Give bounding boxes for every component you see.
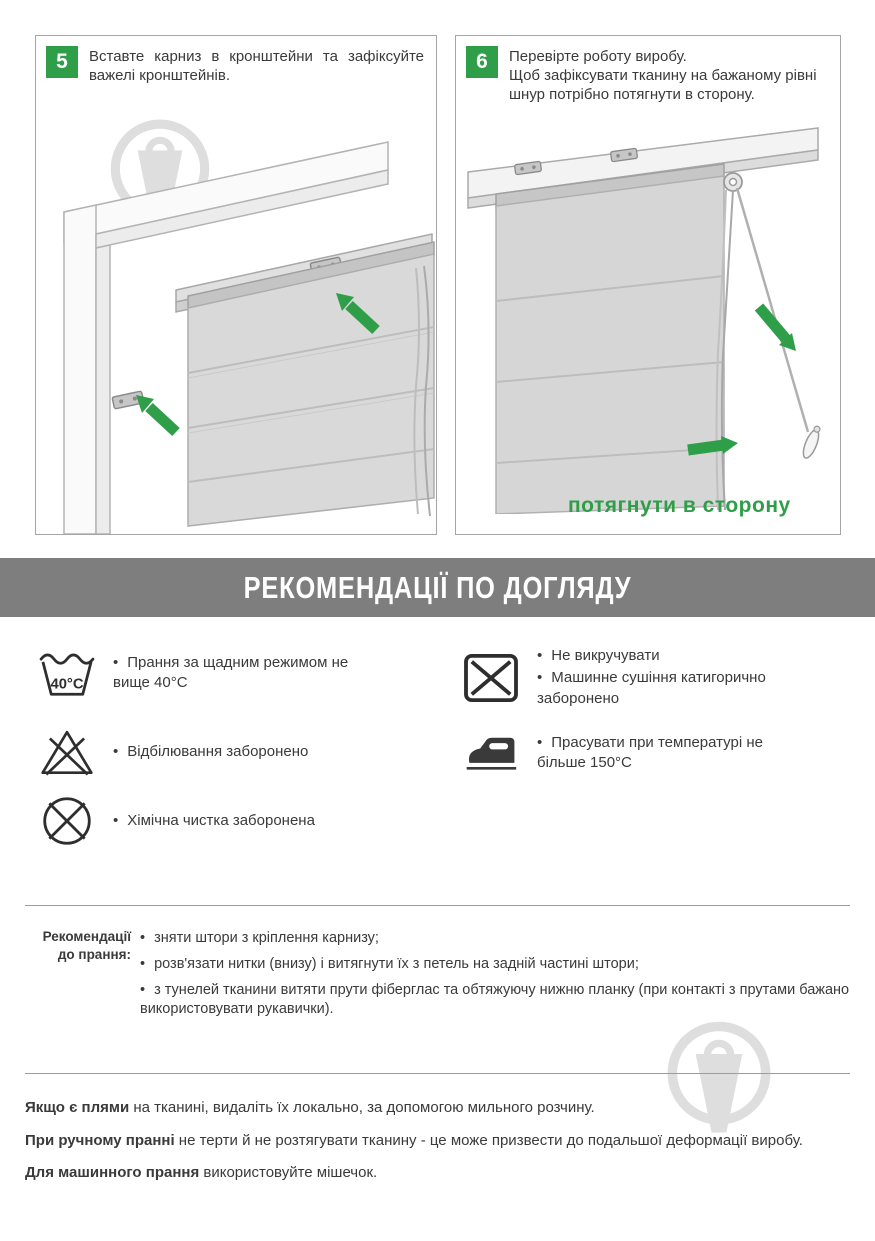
care-text-no-tumble-dry: • Машинне сушіння катигорично заборонено [537, 668, 827, 709]
no-bleach-icon [38, 727, 96, 777]
care-lines-no-wring [537, 646, 827, 711]
window-frame-drawing [36, 94, 436, 534]
illustration-step6 [456, 114, 841, 519]
care-text-no-wring: • Не викручувати [537, 646, 827, 666]
care-banner [0, 558, 875, 617]
note-line [25, 1131, 845, 1151]
note-bold: Для машинного прання [25, 1164, 200, 1181]
pull-aside-callout: потягнути в сторону [568, 494, 791, 517]
care-text-no-bleach: • Відбілювання заборонено [113, 742, 308, 762]
step-5-text: Вставте карниз в кронштейни та зафіксуйте важелі кронштейнів. [89, 48, 424, 85]
bottom-notes [25, 1098, 845, 1196]
wash-40-icon [38, 648, 96, 698]
care-item-iron [462, 733, 782, 774]
step-6-badge: 6 [466, 46, 498, 78]
recommendation-bullet: • розв'язати нитки (внизу) і витягнути їх з петель на задній частині штори; [140, 955, 852, 974]
no-wring-icon [462, 653, 520, 703]
care-item-no-wring [462, 646, 827, 711]
note-line [25, 1163, 845, 1183]
iron-icon [462, 733, 520, 773]
care-item-no-dry-clean [38, 795, 315, 847]
note-rest: використовуйте мішечок. [199, 1164, 378, 1181]
step-panel-6 [455, 35, 841, 535]
step-6-header [456, 36, 840, 105]
step-6-text-line1: Перевірте роботу виробу. [509, 48, 687, 65]
note-rest: не терти й не розтягувати тканину - це може призвести до подальшої деформації виробу. [174, 1131, 803, 1149]
note-bold: При ручному пранні [25, 1131, 175, 1149]
recommendation-bullet: • зняти штори з кріплення карнизу; [140, 929, 852, 948]
care-text-iron: • Прасувати при температурі не більше 150°С [537, 733, 782, 774]
step-6-text-line2: Щоб зафіксувати тканину на бажаному рівні шнур потрібно потягнути в сторону. [509, 67, 817, 104]
step-6-text [509, 46, 828, 105]
no-dry-clean-icon [38, 795, 96, 847]
note-line [25, 1098, 845, 1118]
divider [25, 1073, 850, 1074]
note-rest: на тканині, видаліть їх локально, за допомогою мильного розчину. [129, 1099, 595, 1116]
divider [25, 905, 850, 906]
washing-recommendations-label: Рекомендації до прання: [42, 929, 131, 962]
washing-recommendations-list [140, 929, 852, 1027]
recommendation-bullet: • з тунелей тканини витяти прути фіберглас та обтяжуючу нижню планку (при контакті з прутами бажано використовувати рукавички). [140, 981, 852, 1019]
tassel-icon [800, 424, 823, 460]
step-panel-5 [35, 35, 437, 535]
care-banner-title: РЕКОМЕНДАЦІЇ ПО ДОГЛЯДУ [243, 569, 632, 605]
blind-cord-drawing [456, 114, 841, 514]
step-5-header [36, 36, 436, 85]
note-bold: Якщо є плями [25, 1099, 130, 1116]
care-text-no-dry-clean: • Хімічна чистка заборонена [113, 811, 315, 831]
illustration-step5 [36, 94, 436, 539]
wash-temp-label: 40°C [50, 676, 84, 693]
care-text-wash: • Прання за щадним режимом не вище 40°С [113, 653, 351, 694]
care-item-no-bleach [38, 727, 308, 777]
care-item-wash-40 [38, 648, 351, 698]
step-5-badge: 5 [46, 46, 78, 78]
